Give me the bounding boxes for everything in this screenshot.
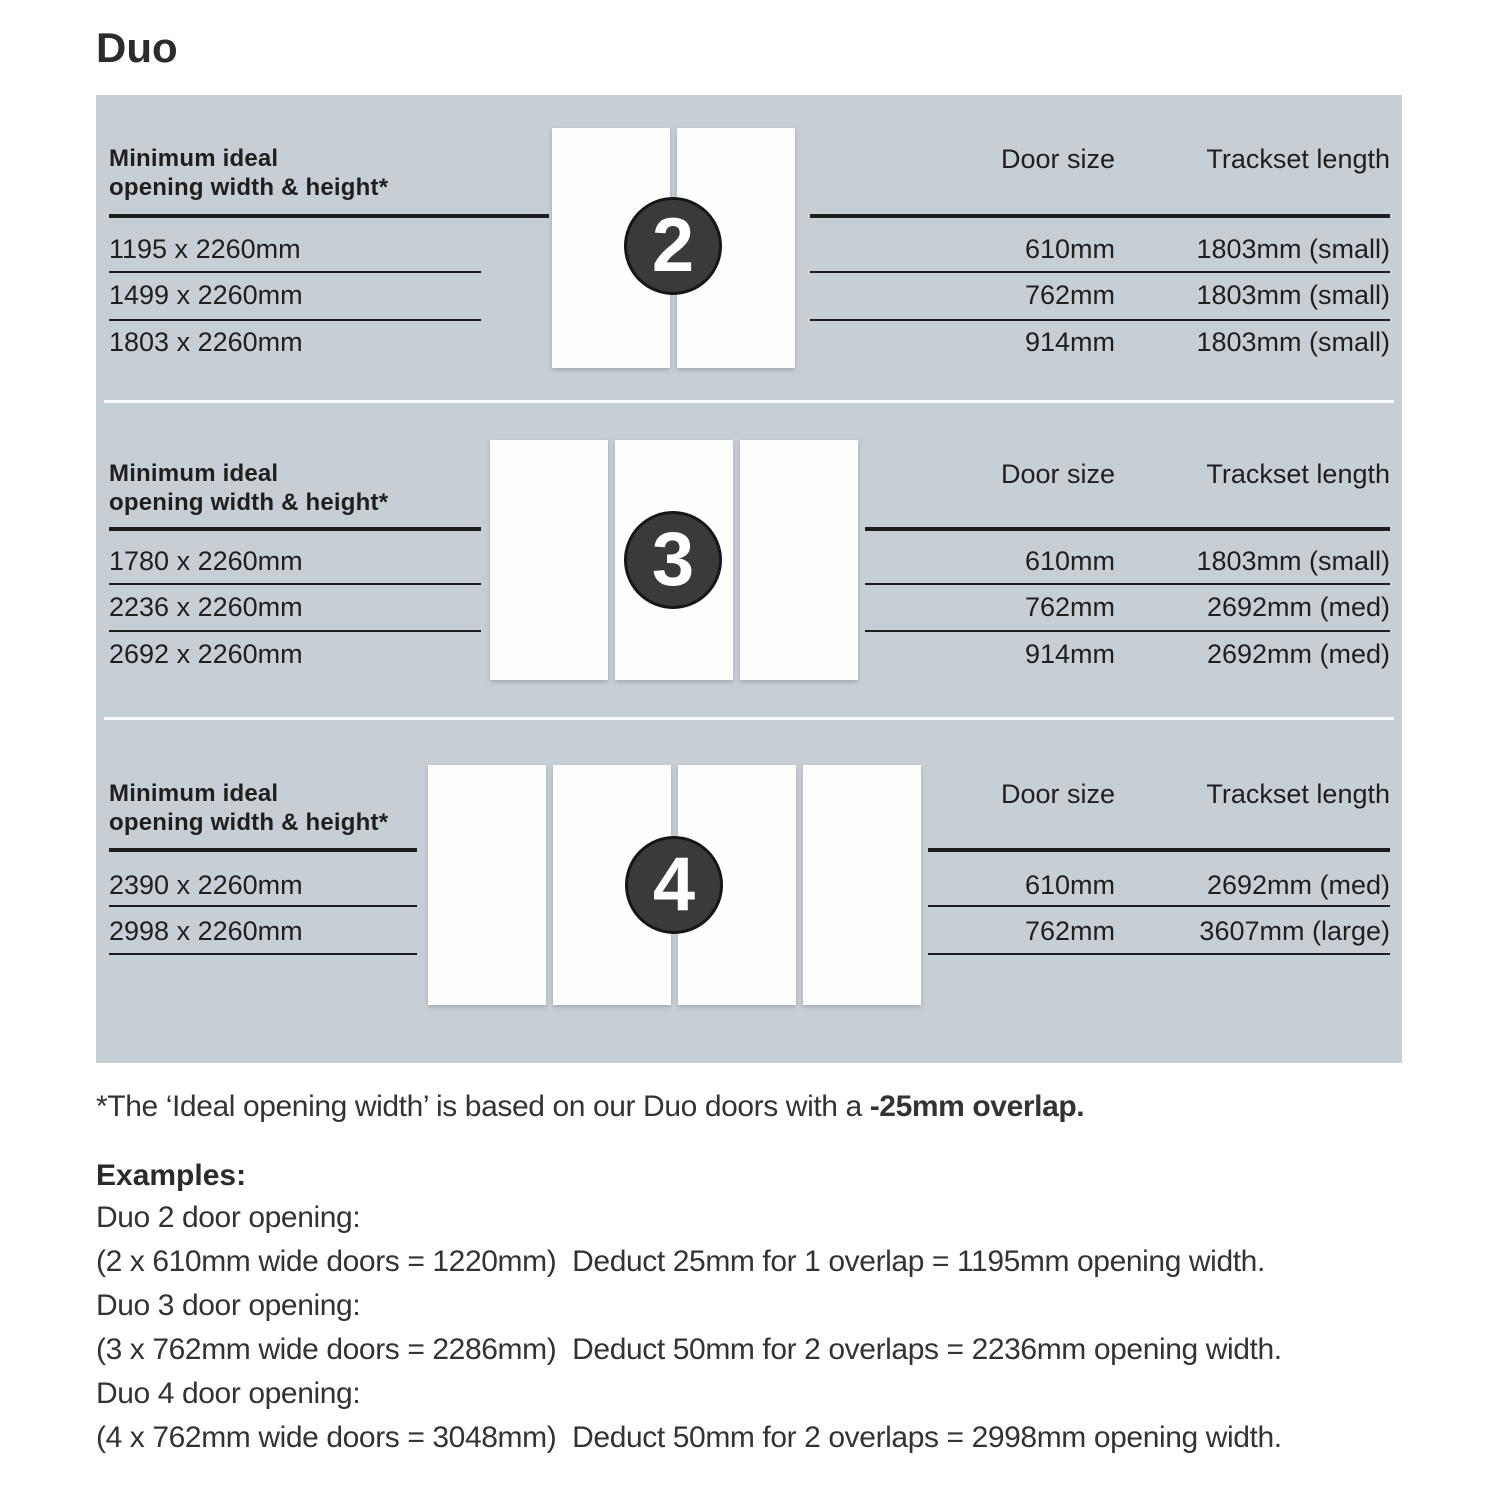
header-underline	[810, 214, 1390, 218]
trackset-length-value: 1803mm (small)	[1196, 546, 1390, 576]
header-underline	[928, 848, 1390, 852]
trackset-length-value: 1803mm (small)	[1196, 280, 1390, 310]
header-underline	[865, 527, 1390, 531]
min-opening-header-line1: Minimum ideal	[109, 780, 279, 807]
spec-row	[810, 327, 1390, 361]
min-opening-header-line2: opening width & height*	[109, 489, 389, 516]
min-opening-header-line2: opening width & height*	[109, 809, 389, 836]
row-divider	[109, 905, 417, 907]
door-size-value: 914mm	[1024, 639, 1115, 669]
spec-panel	[96, 95, 1402, 1063]
door-count-badge: 2	[624, 197, 722, 295]
spec-row	[865, 546, 1390, 580]
trackset-length-value: 2692mm (med)	[1206, 592, 1390, 622]
row-divider	[810, 319, 1390, 321]
row-divider	[109, 271, 481, 273]
row-divider	[109, 583, 481, 585]
opening-size-value: 2236 x 2260mm	[109, 592, 303, 622]
spec-row	[810, 234, 1390, 268]
spec-row	[865, 639, 1390, 673]
opening-size-value: 1499 x 2260mm	[109, 280, 303, 310]
trackset-length-header: Trackset length	[1206, 779, 1390, 809]
opening-size-value: 2390 x 2260mm	[109, 870, 303, 900]
example-line: (4 x 762mm wide doors = 3048mm) Deduct 50mm for 2 overlaps = 2998mm opening width.	[96, 1421, 1282, 1454]
example-line: Duo 4 door opening:	[96, 1377, 361, 1410]
door-panel	[428, 765, 546, 1005]
spec-row	[865, 592, 1390, 626]
example-line: (3 x 762mm wide doors = 2286mm) Deduct 50mm for 2 overlaps = 2236mm opening width.	[96, 1333, 1282, 1366]
opening-size-value: 2692 x 2260mm	[109, 639, 303, 669]
door-size-header: Door size	[1000, 459, 1115, 489]
example-line: (2 x 610mm wide doors = 1220mm) Deduct 25mm for 1 overlap = 1195mm opening width.	[96, 1245, 1265, 1278]
door-panel	[490, 440, 608, 680]
door-panel	[740, 440, 858, 680]
example-line: Duo 2 door opening:	[96, 1201, 361, 1234]
opening-size-value: 1803 x 2260mm	[109, 327, 303, 357]
door-size-value: 762mm	[1024, 916, 1115, 946]
row-divider	[109, 319, 481, 321]
trackset-length-value: 2692mm (med)	[1206, 870, 1390, 900]
trackset-length-value: 2692mm (med)	[1206, 639, 1390, 669]
trackset-length-header: Trackset length	[1206, 459, 1390, 489]
opening-size-value: 2998 x 2260mm	[109, 916, 303, 946]
door-size-value: 762mm	[1024, 280, 1115, 310]
row-divider	[109, 953, 417, 955]
header-underline	[109, 527, 481, 531]
examples-list	[96, 1196, 1282, 1460]
min-opening-header-line2: opening width & height*	[109, 174, 389, 201]
door-count-badge: 4	[625, 836, 723, 934]
row-divider	[928, 905, 1390, 907]
footnote	[96, 1090, 1084, 1124]
row-divider	[928, 953, 1390, 955]
min-opening-header-line1: Minimum ideal	[109, 460, 279, 487]
footnote-text: *The ‘Ideal opening width’ is based on our Duo doors with a	[96, 1090, 870, 1123]
example-line: Duo 3 door opening:	[96, 1289, 361, 1322]
page-title: Duo	[96, 24, 178, 71]
min-opening-header	[109, 779, 388, 837]
row-divider	[810, 271, 1390, 273]
row-divider	[865, 630, 1390, 632]
door-size-value: 610mm	[1024, 546, 1115, 576]
row-divider	[865, 583, 1390, 585]
section-divider	[104, 717, 1394, 720]
row-divider	[109, 630, 481, 632]
trackset-length-value: 3607mm (large)	[1199, 916, 1390, 946]
header-underline	[109, 848, 417, 852]
opening-size-value: 1780 x 2260mm	[109, 546, 303, 576]
spec-row	[928, 870, 1390, 904]
header-underline	[109, 214, 549, 218]
door-size-header: Door size	[1000, 779, 1115, 809]
door-size-value: 610mm	[1024, 870, 1115, 900]
section-divider	[104, 400, 1394, 403]
examples-heading: Examples:	[96, 1159, 247, 1192]
spec-row	[928, 916, 1390, 950]
trackset-length-header: Trackset length	[1206, 144, 1390, 174]
trackset-length-value: 1803mm (small)	[1196, 234, 1390, 264]
min-opening-header	[109, 144, 388, 202]
door-panel	[803, 765, 921, 1005]
door-size-header: Door size	[1000, 144, 1115, 174]
door-size-value: 914mm	[1024, 327, 1115, 357]
opening-size-value: 1195 x 2260mm	[109, 234, 301, 264]
footnote-bold-text: -25mm overlap.	[869, 1090, 1085, 1123]
door-size-value: 762mm	[1024, 592, 1115, 622]
spec-row	[810, 280, 1390, 314]
door-count-badge: 3	[624, 511, 722, 609]
min-opening-header-line1: Minimum ideal	[109, 145, 279, 172]
door-size-value: 610mm	[1024, 234, 1115, 264]
min-opening-header	[109, 459, 388, 517]
trackset-length-value: 1803mm (small)	[1196, 327, 1390, 357]
